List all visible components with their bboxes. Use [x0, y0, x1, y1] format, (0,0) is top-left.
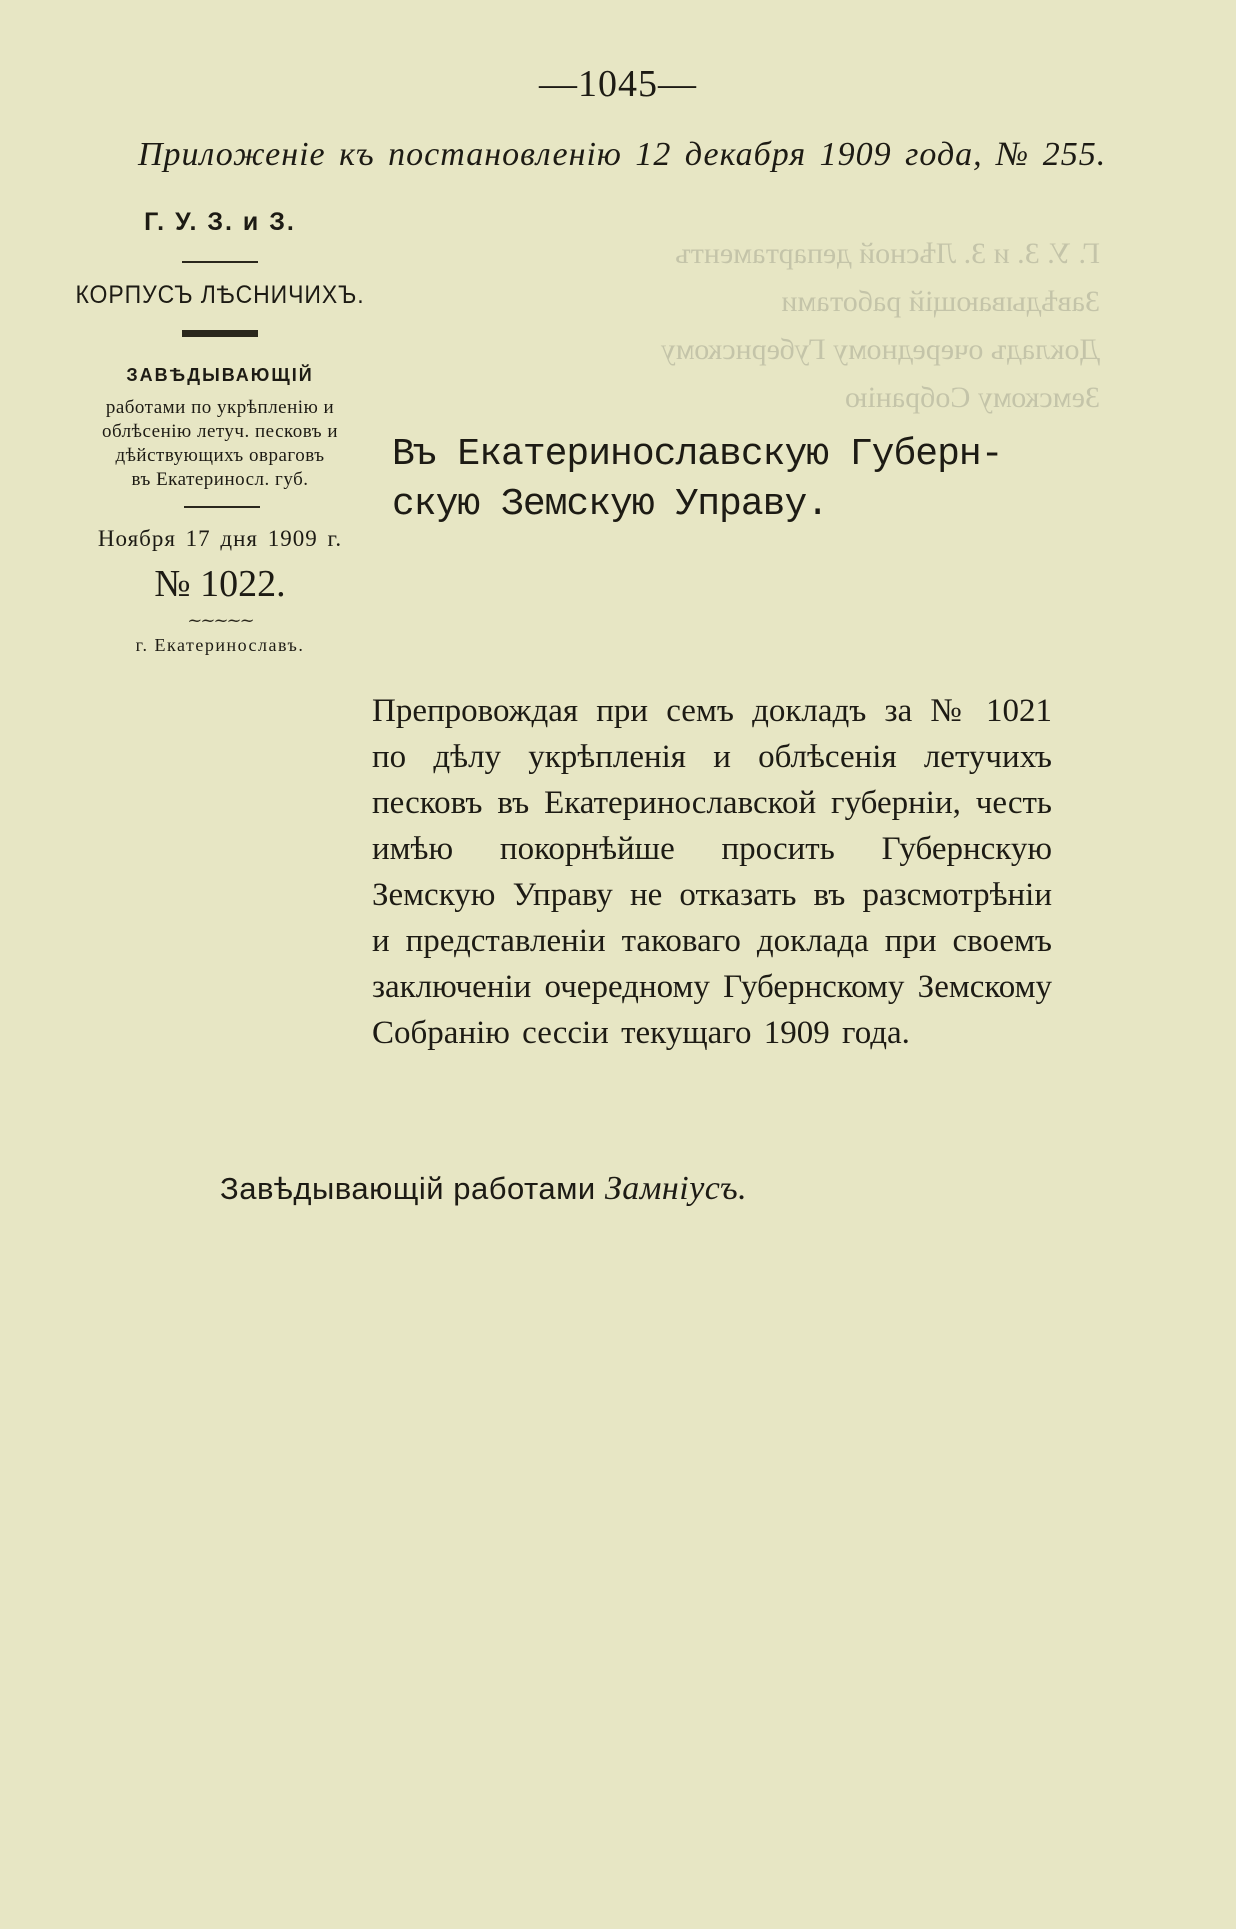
signature-title: Завѣдывающій работами [220, 1171, 596, 1206]
corps-title: КОРПУСЪ ЛѢСНИЧИХЪ. [75, 281, 365, 309]
role-line: въ Екатериносл. губ. [131, 469, 309, 490]
page-number: —1045— [539, 63, 697, 105]
role-line: дѣйствующихъ овраговъ [115, 445, 325, 466]
bleed-through-ghost: Г. У. З. и З. Лѣсной департаментъ Завѣдывающій работами Докладъ очередному Губернскому Земскому Собранію [660, 237, 1100, 414]
divider [184, 506, 260, 508]
addressee [392, 430, 1052, 530]
letter-date: Ноября 17 дня 1909 г. [97, 526, 343, 551]
outgoing-number: № 1022. [154, 563, 286, 605]
manager-role [60, 396, 380, 492]
role-line: работами по укрѣпленію и [105, 397, 335, 418]
office-abbreviation: Г. У. З. и З. [144, 208, 296, 236]
double-divider [182, 330, 258, 337]
addressee-line: скую Земскую Управу. [392, 483, 829, 526]
signature-name: Замніусъ. [604, 1170, 748, 1207]
letter-body: Препровождая при семъ докладъ за № 1021 по дѣлу укрѣпленія и облѣсенія летучихъ песковъ въ Екатеринославской губерніи, честь имѣю покорнѣйше просить Губернскую Земскую Управу не отказать въ разсмотрѣніи и представленіи таковаго доклада при своемъ заключеніи очередному Губернскому Земскому Собранію сессіи текущаго 1909 года. [372, 693, 1052, 1051]
addressee-line: Въ Екатеринославскую Губерн- [392, 433, 1003, 476]
letterhead-column [60, 200, 380, 656]
role-line: облѣсенію летуч. песковъ и [101, 421, 339, 442]
wave-ornament: ~~~~~ [187, 610, 253, 631]
city-name: г. Екатеринославъ. [135, 635, 305, 655]
manager-title: ЗАВѢДЫВАЮЩІЙ [126, 365, 314, 385]
signature-block [220, 1170, 920, 1208]
appendix-header: Приложеніе къ постановленію 12 декабря 1909 года, № 255. [138, 136, 1107, 173]
divider [182, 261, 258, 263]
